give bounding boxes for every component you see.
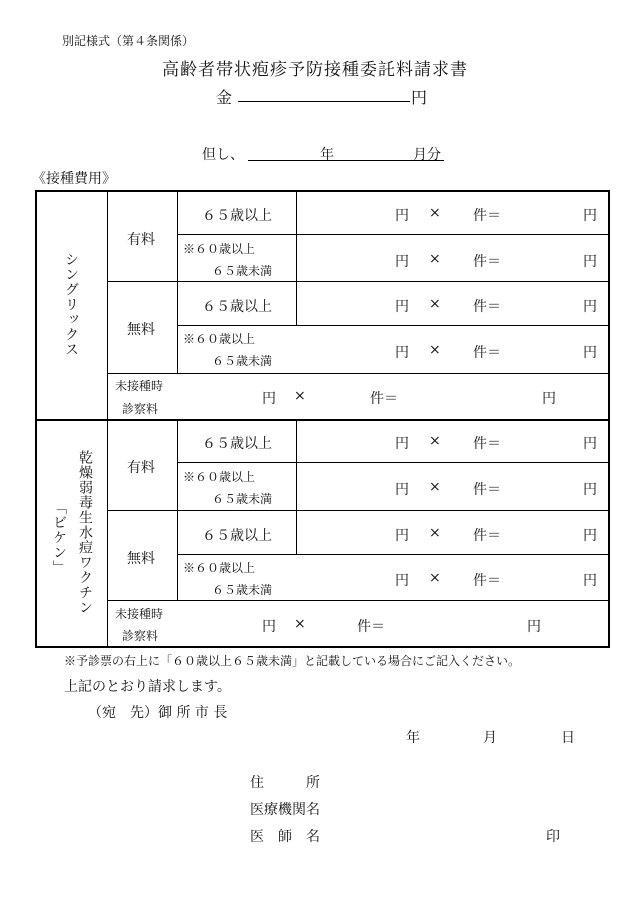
divider: [177, 325, 608, 326]
times-sign: ×: [429, 433, 441, 449]
date-year: 年: [406, 730, 420, 746]
divider: [296, 192, 297, 325]
address-label: 住 所: [250, 775, 320, 791]
form-label: 別記様式（第４条関係）: [62, 34, 195, 48]
times-sign: ×: [429, 342, 441, 358]
yen-unit: 円: [395, 482, 409, 498]
free-label: 無料: [127, 551, 155, 567]
yen-unit: 円: [583, 254, 597, 270]
unvaccinated-label: 未接種時: [115, 607, 164, 621]
yen-unit: 円: [395, 573, 409, 589]
times-sign: ×: [429, 525, 441, 541]
divider: [177, 192, 178, 373]
yen-unit: 円: [583, 573, 597, 589]
count-unit: 件＝: [370, 391, 398, 407]
yen-unit: 円: [583, 528, 597, 544]
yen-unit: 円: [583, 299, 597, 315]
proviso-month: 月分: [413, 147, 441, 163]
page-title: 高齢者帯状疱疹予防接種委託料請求書: [162, 60, 468, 80]
yen-unit: 円: [583, 208, 597, 224]
age-65-label: ６５歳以上: [202, 208, 272, 224]
count-unit: 件＝: [473, 528, 501, 544]
divider: [177, 462, 608, 463]
age-60-label-2: ６５歳未満: [212, 492, 273, 506]
yen-unit: 円: [262, 619, 276, 635]
count-unit: 件＝: [473, 208, 501, 224]
age-60-label: ※６０歳以上: [183, 561, 256, 575]
yen-unit: 円: [542, 391, 556, 407]
proviso-label: 但し、: [202, 147, 244, 163]
paid-label: 有料: [127, 232, 155, 248]
age-60-label: ※６０歳以上: [183, 470, 256, 484]
yen-unit: 円: [395, 299, 409, 315]
count-unit: 件＝: [473, 436, 501, 452]
unvaccinated-label: 未接種時: [115, 379, 164, 393]
yen-unit: 円: [395, 208, 409, 224]
age-60-label: ※６０歳以上: [183, 242, 256, 256]
count-unit: 件＝: [473, 345, 501, 361]
times-sign: ×: [294, 616, 306, 632]
vaccine-shingrix-label: シングリックス: [63, 252, 79, 357]
proviso-year: 年: [320, 147, 334, 163]
divider: [107, 510, 608, 511]
amount-prefix: 金: [216, 88, 233, 107]
age-60-label: ※６０歳以上: [183, 332, 256, 346]
count-unit: 件＝: [473, 299, 501, 315]
times-sign: ×: [429, 251, 441, 267]
age-60-label-2: ６５歳未満: [212, 354, 273, 368]
age-60-label-2: ６５歳未満: [212, 583, 273, 597]
consultation-fee-label: 診察料: [122, 402, 159, 416]
age-65-label: ６５歳以上: [202, 299, 272, 315]
date-month: 月: [483, 730, 497, 746]
count-unit: 件＝: [357, 619, 385, 635]
yen-unit: 円: [527, 619, 541, 635]
free-label: 無料: [127, 322, 155, 338]
footnote: ※予診票の右上に「６０歳以上６５歳未満」と記載している場合にご記入ください。: [64, 654, 521, 668]
yen-unit: 円: [395, 254, 409, 270]
yen-unit: 円: [583, 345, 597, 361]
times-sign: ×: [429, 205, 441, 221]
amount-suffix: 円: [411, 88, 428, 107]
count-unit: 件＝: [473, 482, 501, 498]
divider: [107, 281, 608, 282]
fee-table: [35, 190, 610, 648]
yen-unit: 円: [262, 391, 276, 407]
count-unit: 件＝: [473, 573, 501, 589]
addressee: （宛 先）御 所 市 長: [88, 705, 228, 721]
yen-unit: 円: [395, 436, 409, 452]
times-sign: ×: [294, 388, 306, 404]
divider: [177, 234, 608, 235]
vaccine-biken-brand: 「ビケン」: [51, 500, 67, 575]
vaccine-biken-name: 乾燥弱毒生水痘ワクチン: [77, 450, 93, 615]
yen-unit: 円: [395, 345, 409, 361]
count-unit: 件＝: [473, 254, 501, 270]
times-sign: ×: [429, 570, 441, 586]
yen-unit: 円: [395, 528, 409, 544]
age-60-label-2: ６５歳未満: [212, 264, 273, 278]
institution-label: 医療機関名: [250, 802, 320, 818]
age-65-label: ６５歳以上: [202, 436, 272, 452]
doctor-label: 医 師 名: [250, 829, 320, 845]
section-heading: 《接種費用》: [32, 171, 116, 187]
times-sign: ×: [429, 296, 441, 312]
divider: [107, 600, 608, 601]
divider: [296, 421, 297, 554]
times-sign: ×: [429, 479, 441, 495]
divider: [177, 554, 608, 555]
age-65-label: ６５歳以上: [202, 528, 272, 544]
paid-label: 有料: [127, 460, 155, 476]
seal-label: 印: [546, 829, 560, 845]
request-statement: 上記のとおり請求します。: [64, 679, 231, 695]
date-day: 日: [561, 730, 575, 746]
yen-unit: 円: [583, 436, 597, 452]
divider: [107, 373, 608, 374]
yen-unit: 円: [583, 482, 597, 498]
consultation-fee-label: 診察料: [122, 629, 159, 643]
section-divider: [37, 419, 608, 421]
amount-field[interactable]: [238, 101, 410, 102]
